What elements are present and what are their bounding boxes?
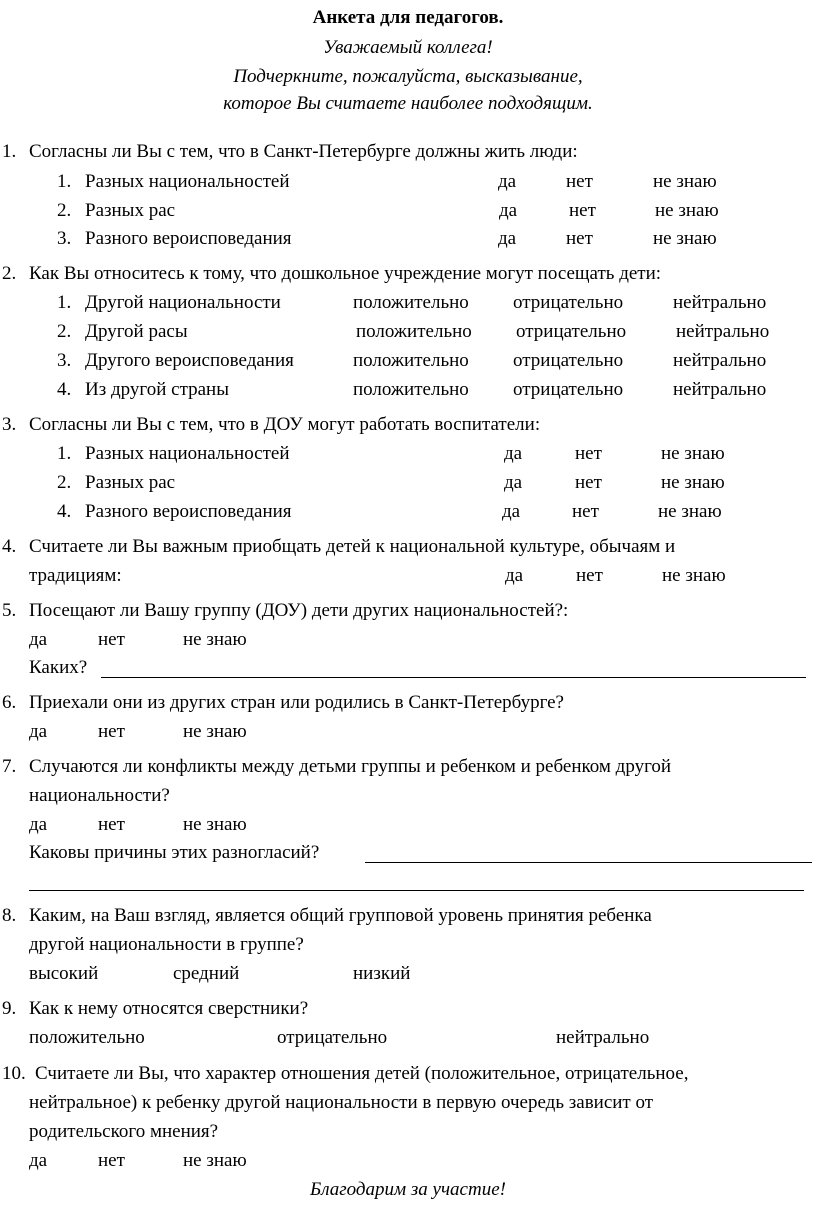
q1-item-1-dont-know[interactable]: не знаю: [653, 171, 717, 192]
q2-item-4-neutral[interactable]: нейтрально: [673, 379, 767, 400]
q2-item-3-negative[interactable]: отрицательно: [513, 350, 624, 371]
q3-item-1-dont-know[interactable]: не знаю: [661, 443, 725, 464]
q7-text-line-1: Случаются ли конфликты между детьми группы и ребенком и ребенком другой: [29, 756, 672, 777]
q1-item-2-label: Разных рас: [85, 200, 176, 221]
q4-yes[interactable]: да: [505, 565, 524, 586]
q2-number: 2.: [2, 263, 17, 284]
q10-yes[interactable]: да: [29, 1150, 48, 1171]
q1-item-2-dont-know[interactable]: не знаю: [655, 200, 719, 221]
q1-item-3-dont-know[interactable]: не знаю: [653, 228, 717, 249]
q5-answer-line[interactable]: [101, 677, 806, 678]
q3-number: 3.: [2, 414, 17, 435]
q4-number: 4.: [2, 536, 17, 557]
q3-item-1-label: Разных национальностей: [85, 443, 290, 464]
q2-item-2-negative[interactable]: отрицательно: [516, 321, 627, 342]
q4-text-line-2: традициям:: [29, 565, 122, 586]
q7-answer-line-2[interactable]: [29, 890, 804, 891]
instruction-line-1: Подчеркните, пожалуйста, высказывание,: [233, 66, 583, 87]
q10-no[interactable]: нет: [98, 1150, 125, 1171]
q1-text: Согласны ли Вы с тем, что в Санкт-Петербурге должны жить люди:: [29, 141, 578, 162]
q7-answer-line-1[interactable]: [365, 862, 812, 863]
q4-no[interactable]: нет: [576, 565, 603, 586]
q5-followup-label: Каких?: [29, 657, 88, 678]
q5-dont-know[interactable]: не знаю: [183, 629, 247, 650]
q9-negative[interactable]: отрицательно: [277, 1027, 388, 1048]
q3-item-1-yes[interactable]: да: [504, 443, 523, 464]
q1-item-2-yes[interactable]: да: [499, 200, 518, 221]
q1-item-3-label: Разного вероисповедания: [85, 228, 292, 249]
q6-number: 6.: [2, 692, 17, 713]
q1-item-3-yes[interactable]: да: [498, 228, 517, 249]
q2-item-4-number: 4.: [57, 379, 72, 400]
q5-no[interactable]: нет: [98, 629, 125, 650]
q1-item-3-no[interactable]: нет: [566, 228, 593, 249]
q8-medium[interactable]: средний: [173, 963, 240, 984]
q2-item-1-number: 1.: [57, 292, 72, 313]
q3-item-3-yes[interactable]: да: [502, 501, 521, 522]
q2-item-1-label: Другой национальности: [85, 292, 281, 313]
q3-item-3-dont-know[interactable]: не знаю: [658, 501, 722, 522]
q3-item-2-no[interactable]: нет: [575, 472, 602, 493]
q2-item-2-neutral[interactable]: нейтрально: [676, 321, 770, 342]
q3-item-1-number: 1.: [57, 443, 72, 464]
q2-item-3-positive[interactable]: положительно: [353, 350, 469, 371]
q1-item-2-number: 2.: [57, 200, 72, 221]
q1-item-1-no[interactable]: нет: [566, 171, 593, 192]
q8-high[interactable]: высокий: [29, 963, 99, 984]
greeting: Уважаемый коллега!: [323, 37, 493, 58]
q3-item-3-label: Разного вероисповедания: [85, 501, 292, 522]
q8-text-line-2: другой национальности в группе?: [29, 934, 304, 955]
q5-number: 5.: [2, 600, 17, 621]
q7-text-line-2: национальности?: [29, 785, 170, 806]
q10-dont-know[interactable]: не знаю: [183, 1150, 247, 1171]
q10-text-line-1: Считаете ли Вы, что характер отношения детей (положительное, отрицательное,: [35, 1063, 689, 1084]
q3-item-2-yes[interactable]: да: [504, 472, 523, 493]
q7-dont-know[interactable]: не знаю: [183, 814, 247, 835]
q1-item-1-yes[interactable]: да: [498, 171, 517, 192]
q4-dont-know[interactable]: не знаю: [662, 565, 726, 586]
q2-item-1-positive[interactable]: положительно: [353, 292, 469, 313]
q3-item-1-no[interactable]: нет: [575, 443, 602, 464]
q1-number: 1.: [2, 141, 17, 162]
q3-item-2-dont-know[interactable]: не знаю: [661, 472, 725, 493]
q7-followup-label: Каковы причины этих разногласий?: [29, 842, 320, 863]
q1-item-3-number: 3.: [57, 228, 72, 249]
q8-number: 8.: [2, 905, 17, 926]
q3-text: Согласны ли Вы с тем, что в ДОУ могут работать воспитатели:: [29, 414, 541, 435]
q2-item-2-positive[interactable]: положительно: [356, 321, 472, 342]
q2-item-2-label: Другой расы: [85, 321, 188, 342]
q2-item-1-neutral[interactable]: нейтрально: [673, 292, 767, 313]
instruction-line-2: которое Вы считаете наиболее подходящим.: [223, 93, 593, 114]
q10-text-line-3: родительского мнения?: [29, 1121, 219, 1142]
q2-item-4-positive[interactable]: положительно: [353, 379, 469, 400]
q1-item-2-no[interactable]: нет: [569, 200, 596, 221]
q9-text: Как к нему относятся сверстники?: [29, 998, 309, 1019]
q1-item-1-number: 1.: [57, 171, 72, 192]
q8-text-line-1: Каким, на Ваш взгляд, является общий групповой уровень принятия ребенка: [29, 905, 652, 926]
q2-item-3-label: Другого вероисповедания: [85, 350, 294, 371]
q2-item-3-neutral[interactable]: нейтрально: [673, 350, 767, 371]
q3-item-2-number: 2.: [57, 472, 72, 493]
q2-text: Как Вы относитесь к тому, что дошкольное учреждение могут посещать дети:: [29, 263, 662, 284]
q7-number: 7.: [2, 756, 17, 777]
q7-yes[interactable]: да: [29, 814, 48, 835]
q10-number: 10.: [2, 1063, 26, 1084]
thanks-note: Благодарим за участие!: [310, 1179, 506, 1200]
q1-item-1-label: Разных национальностей: [85, 171, 290, 192]
q8-low[interactable]: низкий: [353, 963, 411, 984]
q6-yes[interactable]: да: [29, 721, 48, 742]
q2-item-2-number: 2.: [57, 321, 72, 342]
q3-item-3-no[interactable]: нет: [572, 501, 599, 522]
q9-positive[interactable]: положительно: [29, 1027, 145, 1048]
q6-dont-know[interactable]: не знаю: [183, 721, 247, 742]
q2-item-4-negative[interactable]: отрицательно: [513, 379, 624, 400]
q6-text: Приехали они из других стран или родились в Санкт-Петербурге?: [29, 692, 564, 713]
q2-item-3-number: 3.: [57, 350, 72, 371]
q4-text-line-1: Считаете ли Вы важным приобщать детей к национальной культуре, обычаям и: [29, 536, 676, 557]
q2-item-4-label: Из другой страны: [85, 379, 229, 400]
q5-text: Посещают ли Вашу группу (ДОУ) дети других национальностей?:: [29, 600, 569, 621]
q6-no[interactable]: нет: [98, 721, 125, 742]
document-title: Анкета для педагогов.: [312, 7, 504, 28]
q7-no[interactable]: нет: [98, 814, 125, 835]
q5-yes[interactable]: да: [29, 629, 48, 650]
q3-item-2-label: Разных рас: [85, 472, 176, 493]
q10-text-line-2: нейтральное) к ребенку другой национальности в первую очередь зависит от: [29, 1092, 654, 1113]
q9-neutral[interactable]: нейтрально: [556, 1027, 650, 1048]
q3-item-3-number: 4.: [57, 501, 72, 522]
q2-item-1-negative[interactable]: отрицательно: [513, 292, 624, 313]
q9-number: 9.: [2, 998, 17, 1019]
